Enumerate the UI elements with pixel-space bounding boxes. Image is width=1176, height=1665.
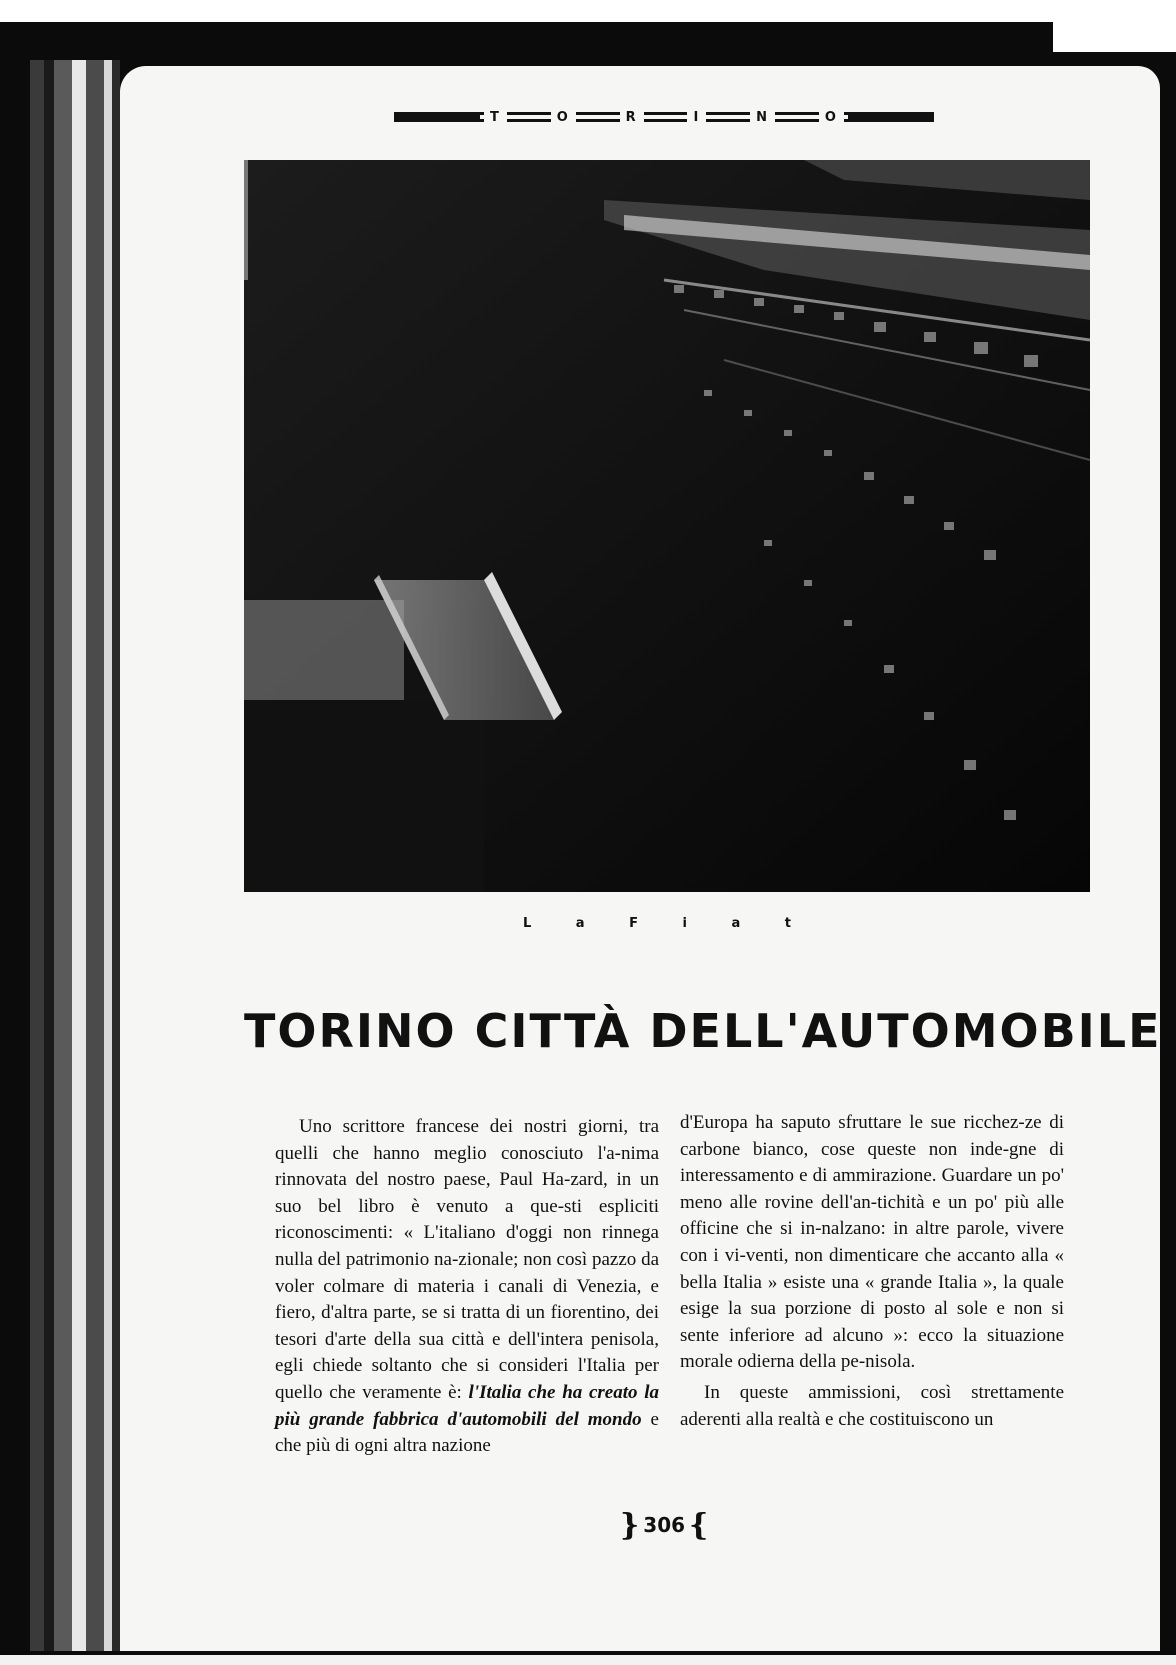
page-edge <box>72 60 86 1651</box>
running-head <box>394 106 934 128</box>
running-head-letter: I <box>687 110 706 125</box>
page-number-text: 306 <box>643 1513 686 1537</box>
scan-border-bottom <box>0 1655 1176 1665</box>
scan-border-top <box>0 0 1176 22</box>
page-edge <box>112 60 120 1651</box>
running-head-letter: T <box>484 110 507 125</box>
paragraph-text: Uno scrittore francese dei nostri giorni, tra quelli che hanno meglio conosciuto l'a-nima rinnovata del nostro paese, Paul Ha-zard, in un suo bel libro è venuto a que-sti espliciti riconoscimenti: « L'italiano d'oggi non rinnega nulla del patrimonio na-zionale; non così pazzo da voler colmare di materia i canali di Venezia, e fiero, d'altra parte, se si tratta di un fiorentino, dei tesori d'arte della sua città e dell'intera penisola, egli chiede soltanto che si consideri l'Italia per quello che veramente è: <box>275 1116 659 1403</box>
article-headline: TORINO CITTÀ DELL'AUTOMOBILE <box>244 1004 1162 1058</box>
factory-photo-graphic <box>244 160 1090 892</box>
page-edge <box>44 60 54 1651</box>
running-head-letter: O <box>819 110 844 125</box>
running-head-letter: O <box>551 110 576 125</box>
paragraph: d'Europa ha saputo sfruttare le sue ricchez-ze di carbone bianco, cose queste non inde-gne di interessamento e di ammirazione. Guardare un po' meno alle rovine dell'an-tichità e un po' più alle officine che si in-nalzano: in altre parole, vivere con i vi-venti, non dimenticare che accanto alla « bella Italia » esiste una « grande Italia », la quale esige la sua porzione di posto al sole e non si sente inferiore ad alcuno »: ecco la situazione morale odierna della pe-nisola. <box>680 1112 1064 1373</box>
page-edge <box>104 60 112 1651</box>
paragraph-text: e che più di ogni altra nazione <box>275 1408 659 1457</box>
scan-border-notch <box>1053 22 1176 52</box>
text-column-left <box>275 1110 659 1460</box>
folio-ornament-right: { <box>689 1507 709 1543</box>
page-edge <box>54 60 72 1651</box>
photo-caption: L a F i a t <box>522 916 811 931</box>
running-head-letter: R <box>620 110 644 125</box>
running-head-letter: N <box>750 110 775 125</box>
page-edge <box>30 60 44 1651</box>
page-number <box>620 1505 708 1545</box>
page-edge <box>86 60 104 1651</box>
text-column-right <box>680 1110 1064 1433</box>
folio-ornament-left: } <box>620 1507 640 1543</box>
paragraph <box>275 1114 659 1460</box>
paragraph: In queste ammissioni, così strettamente aderenti alla realtà e che costituiscono un <box>680 1381 1064 1430</box>
running-head-letters <box>484 106 844 128</box>
emphasis-text: l'Italia che ha creato la più grande fabbrica d'automobili del mondo <box>275 1381 660 1430</box>
factory-photo <box>244 160 1090 892</box>
